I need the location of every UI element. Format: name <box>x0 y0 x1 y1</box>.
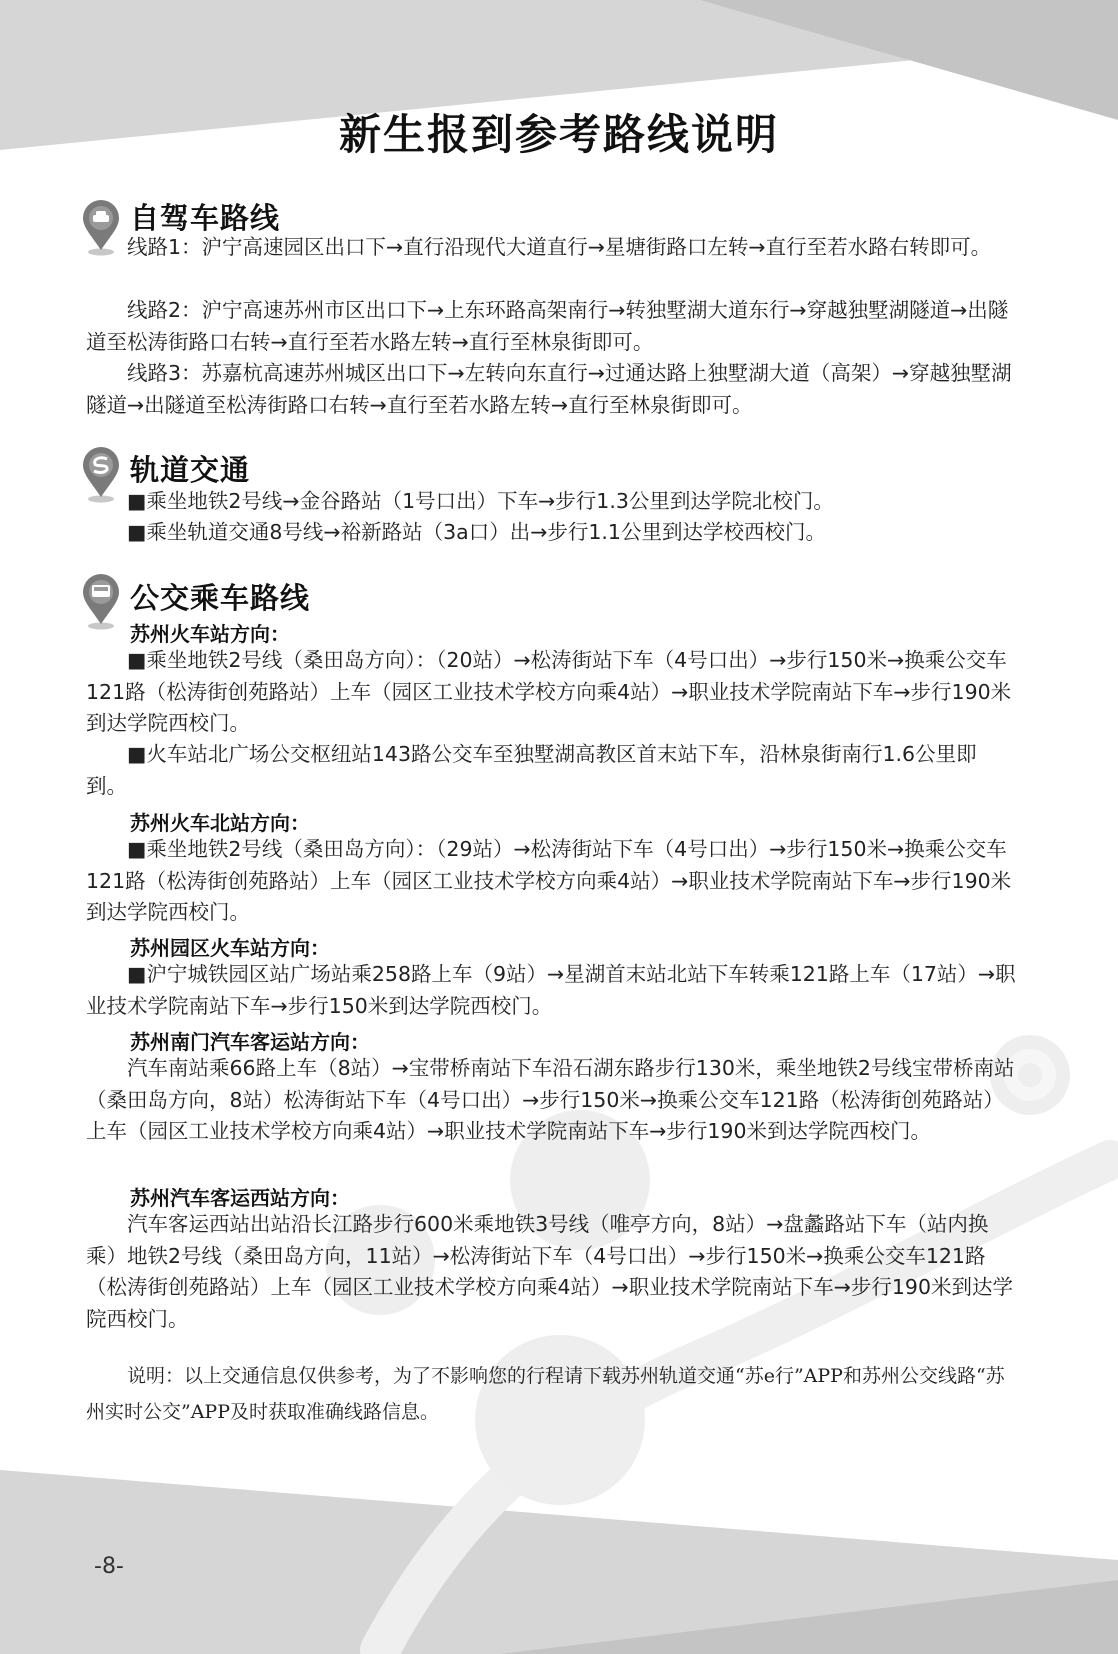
section-title-bus: 公交乘车路线 <box>130 581 311 615</box>
bus-route-west-station-1: 汽车客运西站出站沿长江路步行600米乘地铁3号线（唯亭方向，8站）→盘蠡路站下车（站内换乘）地铁2号线（桑田岛方向，11站）→松涛街站下车（4号口出）→步行150米→换乘公交车121路（松涛街创苑路站）上车（园区工业技术学校方向乘4站）→职业技术学院南站下车→步行190米到达学院西校门。 <box>86 1212 1014 1331</box>
drive-route-2: 线路2：沪宁高速苏州市区出口下→上东环路高架南行→转独墅湖大道东行→穿越独墅湖隧道→出隧道至松涛街路口右转→直行至若水路左转→直行至林泉街即可。 <box>86 298 1009 354</box>
bus-heading-park-station: 苏州园区火车站方向： <box>130 936 330 960</box>
rail-route-1: ■乘坐地铁2号线→金谷路站（1号口出）下车→步行1.3公里到达学院北校门。 <box>127 489 834 513</box>
page-number: -8- <box>94 1554 124 1579</box>
bus-heading-west-station: 苏州汽车客运西站方向： <box>130 1186 350 1210</box>
bus-route-south-gate-1: 汽车南站乘66路上车（8站）→宝带桥南站下车沿石湖东路步行130米，乘坐地铁2号线宝带桥南站（桑田岛方向，8站）松涛街站下车（4号口出）→步行150米→换乘公交车121路（松涛街创苑路站）上车（园区工业技术学校方向乘4站）→职业技术学院南站下车→步行190米到达学院西校门。 <box>86 1056 1015 1143</box>
bus-heading-south-gate: 苏州南门汽车客运站方向： <box>130 1030 370 1054</box>
section-title-drive: 自驾车路线 <box>130 201 281 235</box>
metro-pin-icon <box>82 447 120 503</box>
page-title: 新生报到参考路线说明 <box>338 110 779 159</box>
bus-route-north-1: ■乘坐地铁2号线（桑田岛方向）：（29站）→松涛街站下车（4号口出）→步行150米→换乘公交车121路（松涛街创苑路站）上车（园区工业技术学校方向乘4站）→职业技术学院南站下车→步行190米到达学院西校门。 <box>86 837 1012 924</box>
drive-route-3: 线路3：苏嘉杭高速苏州城区出口下→左转向东直行→过通达路上独墅湖大道（高架）→穿越独墅湖隧道→出隧道至松涛街路口右转→直行至若水路左转→直行至林泉街即可。 <box>86 361 1012 417</box>
disclaimer-note: 说明：以上交通信息仅供参考，为了不影响您的行程请下载苏州轨道交通“苏e行”APP和苏州公交线路“苏州实时公交”APP及时获取准确线路信息。 <box>86 1365 1005 1423</box>
bus-pin-icon <box>82 574 120 630</box>
bus-heading-railway-station: 苏州火车站方向： <box>130 622 290 646</box>
section-title-rail: 轨道交通 <box>130 453 251 487</box>
bus-route-railway-2: ■火车站北广场公交枢纽站143路公交车至独墅湖高教区首末站下车，沿林泉街南行1.6公里即到。 <box>86 742 977 798</box>
bus-route-railway-1: ■乘坐地铁2号线（桑田岛方向）：（20站）→松涛街站下车（4号口出）→步行150米→换乘公交车121路（松涛街创苑路站）上车（园区工业技术学校方向乘4站）→职业技术学院南站下车→步行190米到达学院西校门。 <box>86 648 1012 735</box>
bus-heading-north-station: 苏州火车北站方向： <box>130 811 310 835</box>
bus-route-park-1: ■沪宁城铁园区站广场站乘258路上车（9站）→星湖首末站北站下车转乘121路上车（17站）→职业技术学院南站下车→步行150米到达学院西校门。 <box>86 962 1016 1018</box>
drive-route-1: 线路1：沪宁高速园区出口下→直行沿现代大道直行→星塘街路口左转→直行至若水路右转即可。 <box>127 235 992 259</box>
rail-route-2: ■乘坐轨道交通8号线→裕新路站（3a口）出→步行1.1公里到达学校西校门。 <box>127 520 826 544</box>
